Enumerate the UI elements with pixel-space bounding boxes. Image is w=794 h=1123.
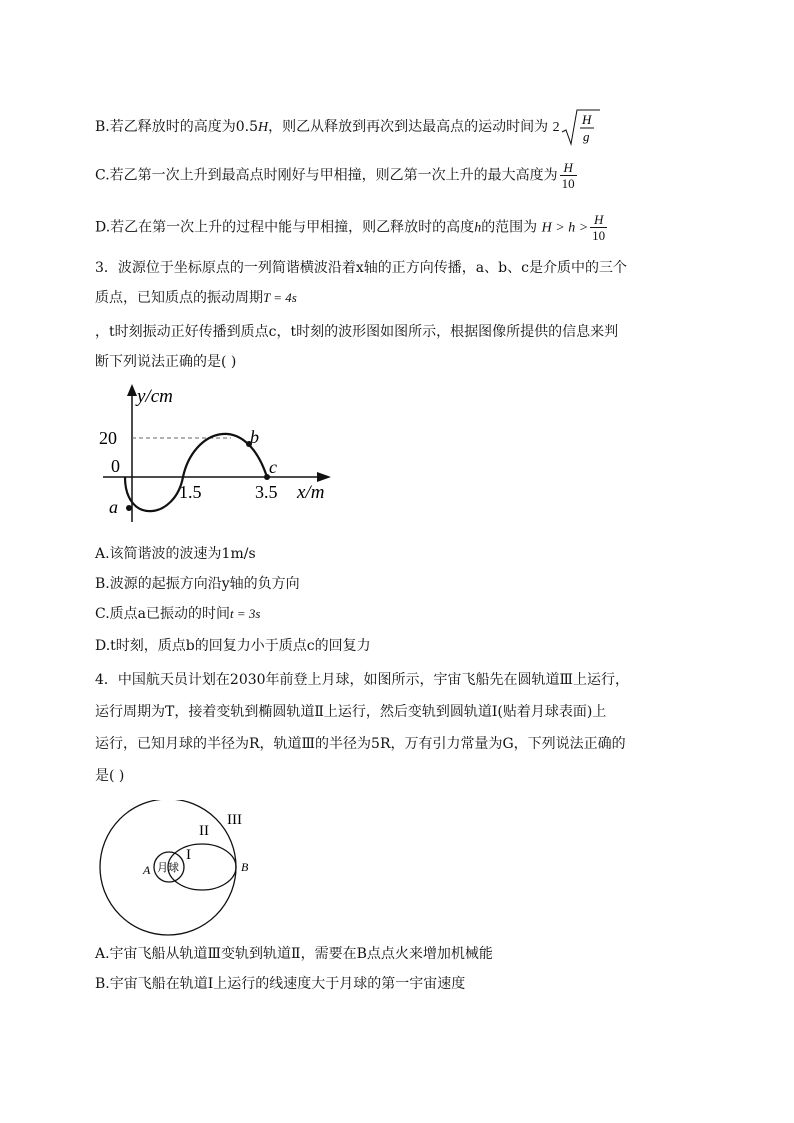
inequality: H > h > — [541, 220, 589, 236]
q2-option-d-text: D.若乙在第一次上升的过程中能与甲相撞，则乙释放时的高度 — [95, 219, 475, 236]
q3-option-d: D.t时刻，质点b的回复力小于质点c的回复力 — [95, 638, 371, 654]
label-III: III — [227, 812, 242, 828]
coef-2: 2 — [552, 120, 560, 135]
frac-num: H — [590, 212, 607, 228]
orbit-diagram — [95, 800, 265, 936]
label-II: II — [199, 823, 209, 839]
tick-1-5: 1.5 — [179, 482, 202, 502]
x-axis-label: x/m — [297, 482, 325, 503]
q4-stem-line2: 运行周期为T，接着变轨到椭圆轨道Ⅱ上运行，然后变轨到圆轨道Ⅰ(贴着月球表面)上 — [95, 704, 607, 720]
sqrt-num: H — [581, 112, 591, 127]
q4-stem-line1: 4．中国航天员计划在2030年前登上月球，如图所示，宇宙飞船先在圆轨道Ⅲ上运行， — [95, 672, 630, 688]
label-a: a — [109, 497, 118, 517]
tick-3-5: 3.5 — [255, 482, 278, 502]
y-axis-arrow-icon — [127, 384, 137, 396]
period-eq: T = 4s — [263, 290, 297, 305]
sqrt-expression — [560, 108, 602, 146]
q3-option-a: A.该简谐波的波速为1m/s — [95, 546, 256, 562]
var-h: h — [474, 220, 482, 236]
q2-option-d-text2: 的范围为 — [481, 219, 538, 236]
label-moon: 月球 — [157, 861, 179, 874]
q3-stem-line4: 断下列说法正确的是( ) — [95, 354, 237, 370]
q2-option-b-text2: ，则乙从释放到再次到达最高点的运动时间为 — [268, 119, 549, 135]
frac-den: 10 — [561, 176, 575, 191]
point-a — [126, 505, 132, 511]
q2-option-b-text: B.若乙释放时的高度为0.5 — [95, 119, 259, 135]
q2-option-c-text: C.若乙第一次上升到最高点时刚好与甲相撞，则乙第一次上升的最大高度为 — [95, 167, 558, 184]
q4-option-a: A.宇宙飞船从轨道Ⅲ变轨到轨道Ⅱ，需要在B点点火来增加机械能 — [95, 946, 493, 962]
q3-option-c-text: C.质点a已振动的时间 — [95, 606, 231, 622]
q3-option-c — [95, 604, 260, 624]
label-A: A — [143, 863, 151, 877]
q4-option-b: B.宇宙飞船在轨道Ⅰ上运行的线速度大于月球的第一宇宙速度 — [95, 976, 466, 992]
label-b: b — [250, 427, 259, 447]
tick-20: 20 — [99, 428, 117, 448]
frac-den: 10 — [592, 228, 606, 243]
q4-stem-line4: 是( ) — [95, 768, 125, 784]
sqrt-den: g — [582, 129, 590, 144]
q2-option-c — [95, 160, 577, 191]
q3-line2-text: 质点，已知质点的振动周期 — [95, 290, 263, 306]
q4-stem-line3: 运行，已知月球的半径为R，轨道Ⅲ的半径为5R，万有引力常量为G，下列说法正确的 — [95, 736, 626, 752]
y-axis-label: y/cm — [137, 386, 173, 407]
frac-num: H — [560, 160, 577, 176]
x-axis-arrow-icon — [317, 472, 331, 482]
label-c: c — [269, 457, 277, 477]
fraction-H-10-d — [590, 212, 607, 243]
q2-option-b — [95, 108, 602, 146]
time-eq: t = 3s — [230, 606, 261, 621]
var-H: H — [258, 120, 269, 135]
wave-graph — [95, 380, 345, 530]
label-B: B — [241, 860, 249, 874]
label-I: I — [186, 847, 191, 863]
sqrt-icon — [560, 108, 602, 146]
q3-option-b: B.波源的起振方向沿y轴的负方向 — [95, 576, 300, 592]
q3-stem-line2 — [95, 288, 297, 308]
tick-0: 0 — [111, 456, 120, 476]
fraction-H-10 — [560, 160, 577, 191]
q3-stem-line1: 3．波源位于坐标原点的一列简谐横波沿着x轴的正方向传播，a、b、c是介质中的三个 — [95, 260, 627, 276]
q2-option-d — [95, 212, 607, 243]
q3-stem-line3: ，t时刻振动正好传播到质点c，t时刻的波形图如图所示，根据图像所提供的信息来判 — [95, 324, 619, 340]
